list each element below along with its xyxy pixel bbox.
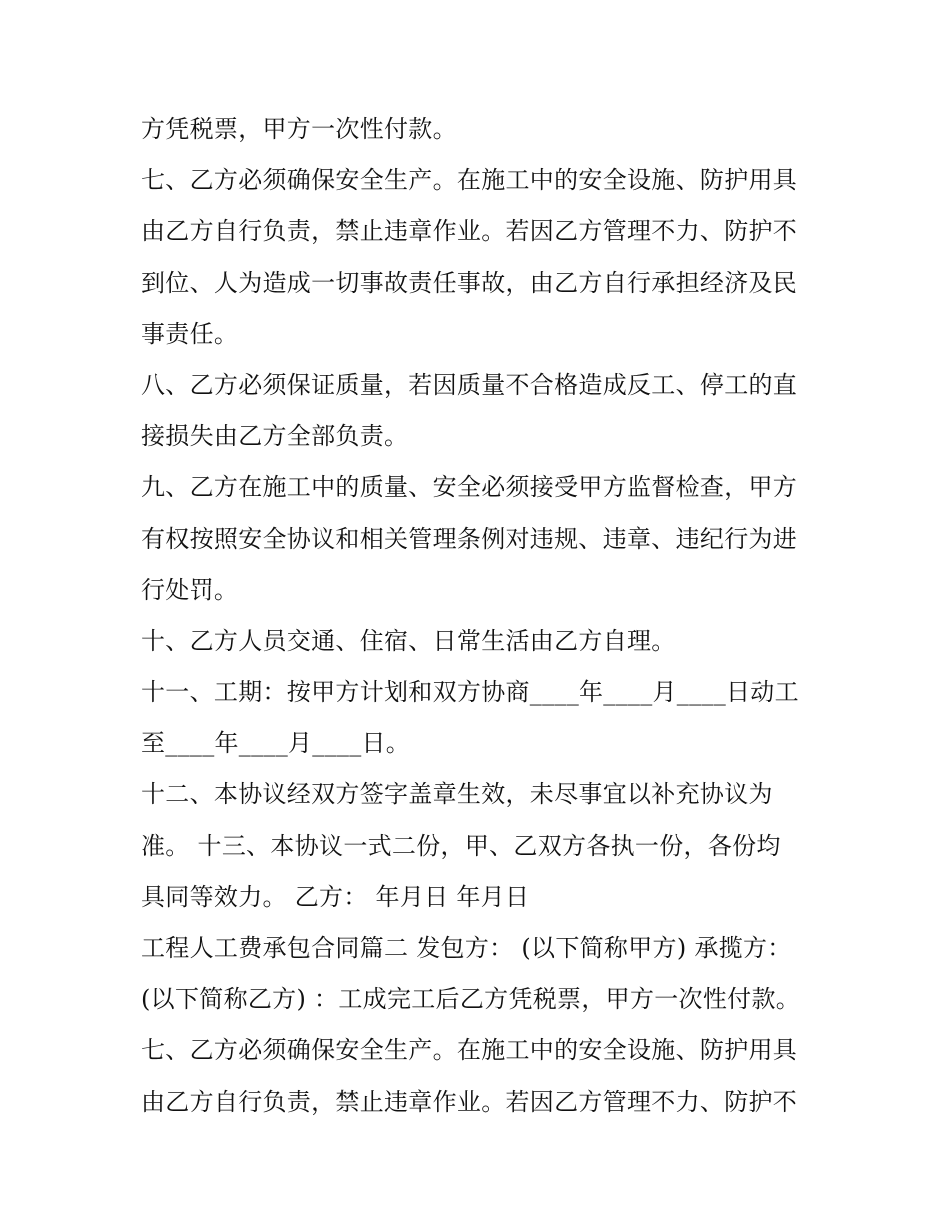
document-line: 到位、人为造成一切事故责任事故，由乙方自行承担经济及民 [141, 268, 798, 297]
document-line: 具同等效力。 乙方： 年月日 年月日 [141, 882, 530, 911]
document-line: 十一、工期：按甲方计划和双方协商____年____月____日动工 [141, 678, 799, 707]
document-line: 准。 十三、本协议一式二份，甲、乙双方各执一份，各份均 [141, 831, 781, 860]
document-line: 十二、本协议经双方签字盖章生效，未尽事宜以补充协议为 [141, 780, 773, 809]
document-body [141, 104, 821, 1128]
document-line: 事责任。 [141, 319, 239, 348]
document-line: 有权按照安全协议和相关管理条例对违规、违章、违纪行为进 [141, 524, 798, 553]
document-line: (以下简称乙方) ：工成完工后乙方凭税票，甲方一次性付款。 [141, 985, 801, 1014]
document-line: 七、乙方必须确保安全生产。在施工中的安全设施、防护用具 [141, 166, 798, 195]
document-line: 接损失由乙方全部负责。 [141, 422, 409, 451]
document-line: 八、乙方必须保证质量，若因质量不合格造成反工、停工的直 [141, 370, 798, 399]
document-line: 九、乙方在施工中的质量、安全必须接受甲方监督检查，甲方 [141, 473, 798, 502]
document-line: 至____年____月____日。 [141, 729, 411, 758]
document-line: 由乙方自行负责，禁止违章作业。若因乙方管理不力、防护不 [141, 1087, 798, 1116]
document-line: 方凭税票，甲方一次性付款。 [141, 115, 457, 143]
document-line: 十、乙方人员交通、住宿、日常生活由乙方自理。 [141, 626, 676, 655]
document-line: 行处罚。 [141, 575, 239, 604]
document-line: 工程人工费承包合同篇二 发包方： (以下简称甲方) 承揽方： [141, 934, 792, 962]
document-line: 七、乙方必须确保安全生产。在施工中的安全设施、防护用具 [141, 1036, 798, 1065]
document-line: 由乙方自行负责，禁止违章作业。若因乙方管理不力、防护不 [141, 217, 798, 246]
